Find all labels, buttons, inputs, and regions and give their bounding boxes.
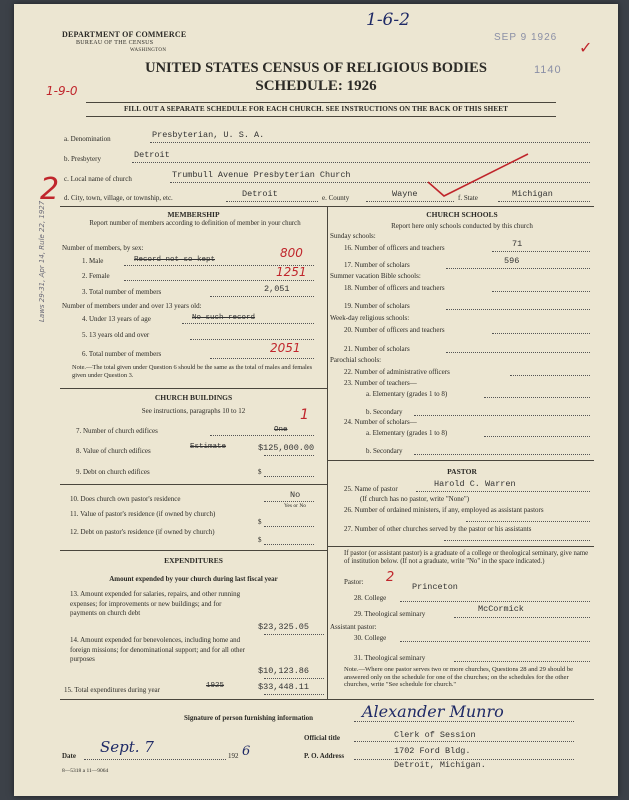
membership-heading: MEMBERSHIP <box>167 210 220 219</box>
q29-seminary-value: McCormick <box>478 604 524 614</box>
red-check-mark: ✓ <box>579 38 593 57</box>
q15-year-typed: 1925 <box>206 682 225 690</box>
q7-edifices-label: 7. Number of church edifices <box>76 427 158 435</box>
q28-college-value: Princeton <box>412 582 458 592</box>
department-name: DEPARTMENT OF COMMERCE <box>62 30 187 39</box>
pastor-red-mark: 2 <box>386 570 395 585</box>
buildings-subheading: See instructions, paragraphs 10 to 12 <box>141 407 246 415</box>
q17-sunday-scholars-value: 596 <box>504 256 520 266</box>
pencil-margin-note: Laws 29-31, Apr 14, Rule 22, 1927 <box>38 200 46 322</box>
q24a-elementary-label: a. Elementary (grades 1 to 8) <box>366 429 448 437</box>
q7-edifices-count: 1 <box>300 407 309 423</box>
membership-subheading: Report number of members according to definition of member in your church <box>89 220 301 227</box>
schools-subheading: Report here only schools conducted by this church <box>391 222 533 230</box>
po-address-line1: 1702 Ford Bldg. <box>394 746 471 756</box>
weekday-schools-label: Week-day religious schools: <box>330 314 410 322</box>
schedule-title: SCHEDULE: 1926 <box>255 78 377 94</box>
q14-benevolences-amount: $10,123.86 <box>258 666 310 676</box>
q15-total-label: 15. Total expenditures during year <box>64 686 160 694</box>
q4-under13-label: 4. Under 13 years of age <box>82 315 151 323</box>
q31-seminary-label: 31. Theological seminary <box>354 654 426 662</box>
date-year-prefix: 192 <box>228 752 239 760</box>
q26-assistant-pastors-label: 26. Number of ordained ministers, if any, employed as assistant pastors <box>344 506 544 514</box>
q8-value-amount: $125,000.00 <box>258 443 315 453</box>
q11-residence-value-amount: $ <box>258 518 262 526</box>
red-check-icon <box>424 150 534 200</box>
q23b-secondary-label: b. Secondary <box>366 408 403 416</box>
state-value: Michigan <box>512 189 553 199</box>
members-by-sex-label: Number of members, by sex: <box>62 244 144 252</box>
q13-running-expenses-amount: $23,325.05 <box>258 622 310 632</box>
q25-none-hint: (If church has no pastor, write "None") <box>360 495 470 503</box>
denomination-label: a. Denomination <box>64 135 111 143</box>
city-value: Detroit <box>242 189 278 199</box>
q9-debt-amount: $ <box>258 468 262 476</box>
q10-residence-value: No <box>290 490 301 500</box>
q6-total-label: 6. Total number of members <box>82 350 162 358</box>
graduate-instructions: If pastor (or assistant pastor) is a graduate of a college or theological seminary, give name of institution below. (If not a graduate, write "No" in the space indicated.) <box>344 550 589 565</box>
q25-pastor-name-label: 25. Name of pastor <box>344 485 398 493</box>
q30-college-label: 30. College <box>354 634 387 642</box>
q16-sunday-officers-label: 16. Number of officers and teachers <box>344 244 445 252</box>
church-name-label: c. Local name of church <box>64 175 132 183</box>
q20-weekday-officers-label: 20. Number of officers and teachers <box>344 326 445 334</box>
po-address-line2: Detroit, Michigan. <box>394 760 486 770</box>
q1-male-label: 1. Male <box>82 257 104 265</box>
expenditures-heading: EXPENDITURES <box>164 556 223 565</box>
q2-female-label: 2. Female <box>82 272 110 280</box>
q23-teachers-label: 23. Number of teachers— <box>344 379 417 387</box>
q21-weekday-scholars-label: 21. Number of scholars <box>344 345 410 353</box>
q24b-secondary-label: b. Secondary <box>366 447 403 455</box>
q23a-elementary-label: a. Elementary (grades 1 to 8) <box>366 390 448 398</box>
q17-sunday-scholars-label: 17. Number of scholars <box>344 261 410 269</box>
q18-summer-officers-label: 18. Number of officers and teachers <box>344 284 445 292</box>
q9-debt-label: 9. Debt on church edifices <box>76 468 150 476</box>
sunday-schools-label: Sunday schools: <box>330 232 376 240</box>
po-address-label: P. O. Address <box>304 752 345 760</box>
membership-note: Note.—The total given under Question 6 should be the same as the total of males and females given under Question 3. <box>72 364 313 379</box>
q25-pastor-name-value: Harold C. Warren <box>434 479 516 489</box>
received-stamp: SEP 9 1926 <box>494 32 558 43</box>
presbytery-label: b. Presbytery <box>64 155 101 163</box>
city-name: WASHINGTON <box>130 48 167 53</box>
under-over-label: Number of members under and over 13 years old: <box>62 302 202 310</box>
q28-college-label: 28. College <box>354 594 387 602</box>
q14-benevolences-label: 14. Amount expended for benevolences, including home and foreign missions; for denominational support; and for all other purposes <box>70 636 245 663</box>
q4-typed-value: No such record <box>192 314 256 322</box>
q5-over13-count: 2051 <box>270 341 301 355</box>
bureau-name: BUREAU OF THE CENSUS <box>76 40 154 46</box>
q8-value-label: 8. Value of church edifices <box>76 447 151 455</box>
signature-value: Alexander Munro <box>362 702 504 721</box>
q13-running-expenses-label: 13. Amount expended for salaries, repairs, and other running expenses; for improvements or new buildings; and for payments on church debt <box>70 590 241 617</box>
presbytery-value: Detroit <box>134 150 170 160</box>
q24-scholars-label: 24. Number of scholars— <box>344 418 417 426</box>
summer-schools-label: Summer vacation Bible schools: <box>330 272 421 280</box>
red-margin-mark: 1-9-0 <box>46 84 78 98</box>
q22-admin-officers-label: 22. Number of administrative officers <box>344 368 450 376</box>
q5-over13-label: 5. 13 years old and over <box>82 331 150 339</box>
q10-yes-or-no-hint: Yes or No <box>284 503 307 509</box>
q3-total-value: 2,051 <box>264 284 290 294</box>
q27-other-churches-label: 27. Number of other churches served by the pastor or his assistants <box>344 525 532 533</box>
buildings-heading: CHURCH BUILDINGS <box>154 393 233 402</box>
county-label: e. County <box>322 194 350 202</box>
q29-seminary-label: 29. Theological seminary <box>354 610 426 618</box>
pastor-heading: PASTOR <box>447 467 477 476</box>
state-label: f. State <box>458 194 478 202</box>
q15-total-amount: $33,448.11 <box>258 682 310 692</box>
q1-typed-value: Record not so kept <box>134 256 216 264</box>
q19-summer-scholars-label: 19. Number of scholars <box>344 302 410 310</box>
form-title: UNITED STATES CENSUS OF RELIGIOUS BODIES <box>145 60 487 76</box>
signature-label: Signature of person furnishing information <box>184 714 313 722</box>
expenditures-subheading: Amount expended by your church during last fiscal year <box>109 575 278 583</box>
file-number-stamp: 1140 <box>534 64 562 76</box>
schools-heading: CHURCH SCHOOLS <box>426 210 498 219</box>
q7-typed-value: One <box>274 426 288 434</box>
official-title-value: Clerk of Session <box>394 730 476 740</box>
church-name-value: Trumbull Avenue Presbyterian Church <box>172 170 351 180</box>
official-title-label: Official title <box>304 734 340 742</box>
census-schedule-page <box>14 4 618 796</box>
q10-residence-label: 10. Does church own pastor's residence <box>70 495 181 503</box>
q16-sunday-officers-value: 71 <box>512 239 523 249</box>
denomination-value: Presbyterian, U. S. A. <box>152 130 265 140</box>
date-value: Sept. 7 <box>100 738 154 756</box>
instruction-line: FILL OUT A SEPARATE SCHEDULE FOR EACH CHURCH. SEE INSTRUCTIONS ON THE BACK OF THIS SHEET <box>123 105 509 113</box>
date-label: Date <box>62 752 76 760</box>
assistant-pastor-label: Assistant pastor: <box>330 623 377 631</box>
form-number: 8—5318 a 11—9064 <box>62 768 109 774</box>
q12-residence-debt-amount: $ <box>258 536 262 544</box>
parochial-schools-label: Parochial schools: <box>330 356 382 364</box>
red-margin-number: 2 <box>40 172 60 207</box>
q2-female-count: 1251 <box>276 265 307 279</box>
city-label: d. City, town, village, or township, etc. <box>64 194 173 202</box>
handwritten-date: 1-6-2 <box>366 10 410 30</box>
q11-residence-value-label: 11. Value of pastor's residence (if owned by church) <box>70 510 216 518</box>
date-year-suffix: 6 <box>242 744 251 759</box>
county-value: Wayne <box>392 189 418 199</box>
q3-total-label: 3. Total number of members <box>82 288 162 296</box>
q12-residence-debt-label: 12. Debt on pastor's residence (if owned by church) <box>70 528 215 536</box>
q1-male-count: 800 <box>280 246 303 260</box>
q8-typed-value: Estimate <box>190 443 227 451</box>
pastor-label: Pastor: <box>344 578 364 586</box>
pastor-note: Note.—Where one pastor serves two or more churches, Questions 28 and 29 should be answered only on the schedule for one of the churches; on the schedules for the other churches, write "See schedule for church." <box>344 666 574 689</box>
